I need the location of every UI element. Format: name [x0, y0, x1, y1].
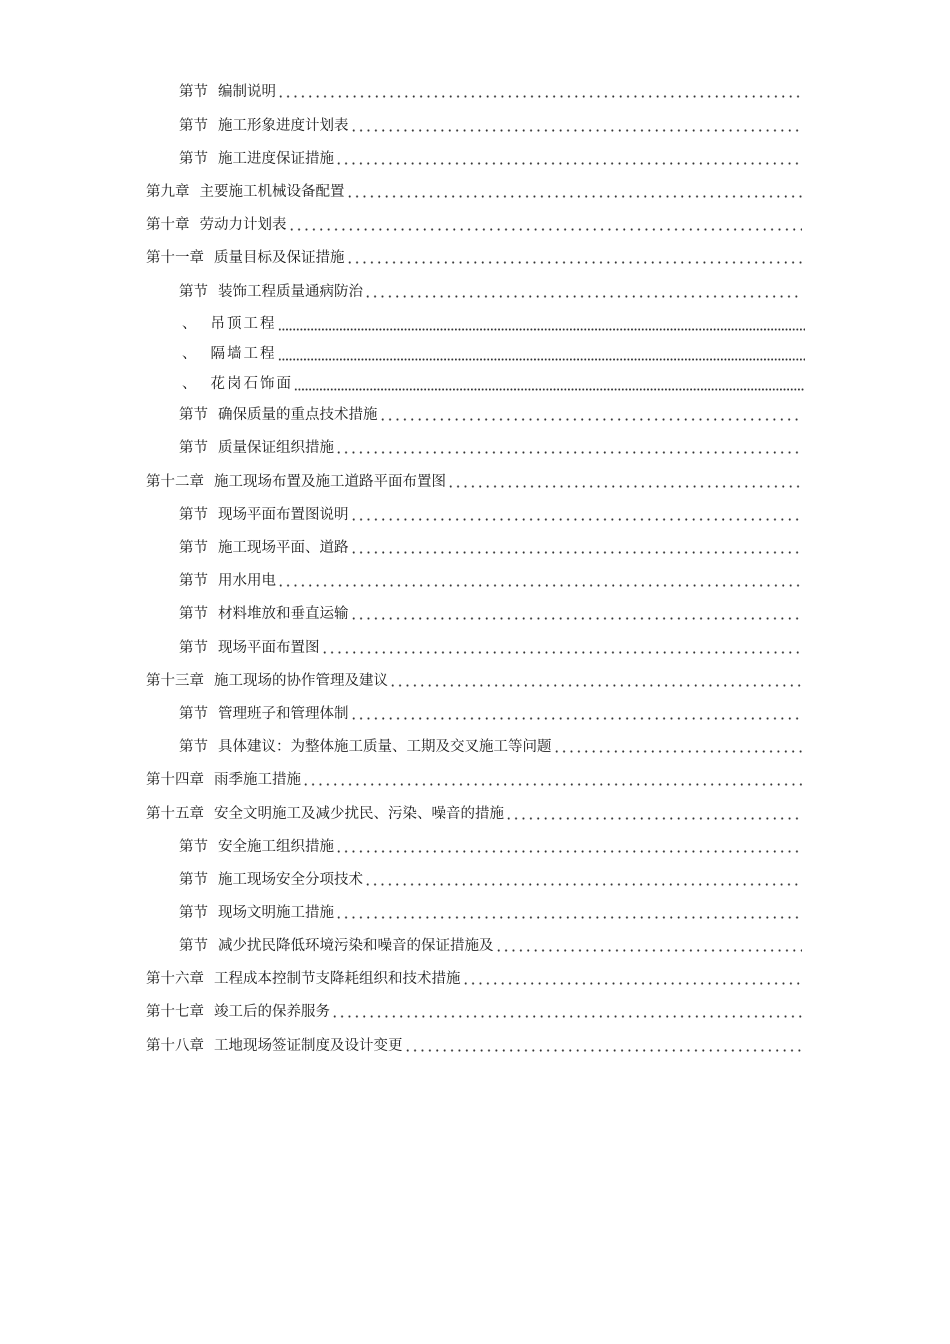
dot-leader	[277, 82, 802, 102]
toc-entry-title: 安全施工组织措施	[218, 839, 334, 855]
toc-entry-title: 雨季施工措施	[214, 772, 301, 788]
toc-entry-title: 隔墙工程	[210, 346, 277, 362]
toc-entry[interactable]	[179, 638, 802, 658]
toc-entry-title: 质量目标及保证措施	[214, 250, 345, 266]
toc-entry-prefix: 第节	[179, 905, 208, 921]
dot-leader	[350, 604, 803, 624]
toc-entry-title: 竣工后的保养服务	[214, 1004, 330, 1020]
toc-entry-title: 工地现场签证制度及设计变更	[214, 1038, 403, 1054]
toc-entry[interactable]	[179, 837, 802, 857]
toc-entry[interactable]	[179, 604, 802, 624]
toc-entry-prefix: 第节	[179, 440, 208, 456]
toc-entry[interactable]	[146, 671, 802, 691]
toc-entry[interactable]	[182, 314, 805, 334]
toc-entry-prefix: 第十五章	[146, 806, 204, 822]
toc-entry-prefix: 、	[182, 376, 197, 392]
toc-entry[interactable]	[146, 1036, 802, 1056]
toc-entry[interactable]	[179, 704, 802, 724]
toc-entry-prefix: 第十七章	[146, 1004, 204, 1020]
toc-entry-prefix: 第节	[179, 938, 208, 954]
dot-leader	[350, 538, 803, 558]
toc-entry[interactable]	[179, 505, 802, 525]
toc-entry[interactable]	[179, 571, 802, 591]
toc-entry-prefix: 第十六章	[146, 971, 204, 987]
toc-entry[interactable]	[179, 82, 802, 102]
toc-entry-title: 安全文明施工及减少扰民、污染、噪音的措施	[214, 806, 504, 822]
toc-entry[interactable]	[179, 936, 802, 956]
toc-entry-prefix: 第十章	[146, 217, 190, 233]
dot-leader	[294, 374, 805, 394]
toc-entry-title: 确保质量的重点技术措施	[218, 407, 378, 423]
toc-entry-title: 编制说明	[218, 84, 276, 100]
toc-entry-title: 工程成本控制节支降耗组织和技术措施	[214, 971, 461, 987]
dot-leader	[335, 903, 802, 923]
toc-entry-prefix: 第节	[179, 606, 208, 622]
toc-entry-title: 具体建议：为整体施工质量、工期及交叉施工等问题	[218, 739, 552, 755]
toc-entry-title: 劳动力计划表	[199, 217, 287, 233]
toc-entry-title: 现场文明施工措施	[218, 905, 334, 921]
toc-entry[interactable]	[146, 472, 802, 492]
dot-leader	[553, 737, 803, 757]
dot-leader	[335, 149, 802, 169]
toc-entry-prefix: 第节	[179, 151, 208, 167]
toc-entry-title: 材料堆放和垂直运输	[218, 606, 349, 622]
toc-entry[interactable]	[179, 149, 802, 169]
toc-entry-prefix: 第节	[179, 640, 208, 656]
toc-entry-prefix: 第节	[179, 706, 208, 722]
dot-leader	[346, 248, 803, 268]
toc-entry[interactable]	[146, 1002, 802, 1022]
dot-leader	[288, 215, 803, 235]
toc-entry-prefix: 第节	[179, 839, 208, 855]
dot-leader	[350, 116, 803, 136]
toc-entry[interactable]	[146, 182, 802, 202]
dot-leader	[364, 282, 802, 302]
dot-leader	[335, 837, 802, 857]
toc-entry[interactable]	[182, 344, 805, 364]
dot-leader	[505, 804, 802, 824]
toc-entry-title: 施工进度保证措施	[218, 151, 334, 167]
toc-entry-title: 减少扰民降低环境污染和噪音的保证措施及	[218, 938, 494, 954]
toc-entry-prefix: 第十八章	[146, 1038, 204, 1054]
dot-leader	[350, 505, 803, 525]
toc-entry[interactable]	[179, 438, 802, 458]
dot-leader	[278, 314, 806, 334]
toc-entry[interactable]	[179, 903, 802, 923]
toc-entry-prefix: 第节	[179, 573, 208, 589]
dot-leader	[495, 936, 803, 956]
toc-entry-prefix: 第节	[179, 118, 208, 134]
toc-entry[interactable]	[146, 969, 802, 989]
toc-entry-prefix: 第节	[179, 284, 208, 300]
dot-leader	[335, 438, 802, 458]
toc-entry[interactable]	[179, 538, 802, 558]
toc-entry-title: 施工现场平面、道路	[218, 540, 349, 556]
toc-entry[interactable]	[146, 770, 802, 790]
toc-entry-title: 施工形象进度计划表	[218, 118, 349, 134]
toc-entry-title: 现场平面布置图	[218, 640, 320, 656]
toc-entry[interactable]	[182, 374, 805, 394]
toc-entry-prefix: 、	[182, 346, 197, 362]
toc-entry-prefix: 第节	[179, 872, 208, 888]
toc-entry[interactable]	[146, 215, 802, 235]
dot-leader	[278, 344, 806, 364]
toc-entry-prefix: 第十一章	[146, 250, 204, 266]
toc-entry-prefix: 第九章	[146, 184, 190, 200]
toc-entry[interactable]	[146, 804, 802, 824]
dot-leader	[364, 870, 802, 890]
toc-entry-prefix: 第节	[179, 540, 208, 556]
toc-entry-prefix: 第节	[179, 739, 208, 755]
dot-leader	[346, 182, 803, 202]
toc-entry-prefix: 第节	[179, 507, 208, 523]
toc-entry-title: 装饰工程质量通病防治	[218, 284, 363, 300]
toc-entry-prefix: 第十二章	[146, 474, 204, 490]
toc-entry[interactable]	[179, 737, 802, 757]
toc-entry-title: 施工现场布置及施工道路平面布置图	[214, 474, 446, 490]
toc-entry-prefix: 第节	[179, 84, 208, 100]
toc-entry-title: 管理班子和管理体制	[218, 706, 349, 722]
toc-entry-title: 质量保证组织措施	[218, 440, 334, 456]
toc-entry[interactable]	[179, 116, 802, 136]
dot-leader	[379, 405, 803, 425]
dot-leader	[277, 571, 802, 591]
toc-entry[interactable]	[146, 248, 802, 268]
toc-entry-title: 现场平面布置图说明	[218, 507, 349, 523]
dot-leader	[350, 704, 803, 724]
dot-leader	[302, 770, 802, 790]
dot-leader	[462, 969, 803, 989]
toc-entry[interactable]	[179, 282, 802, 302]
toc-entry-title: 施工现场的协作管理及建议	[214, 673, 388, 689]
toc-entry-prefix: 第十四章	[146, 772, 204, 788]
dot-leader	[404, 1036, 803, 1056]
toc-entry-title: 吊顶工程	[210, 316, 277, 332]
toc-entry-prefix: 第节	[179, 407, 208, 423]
dot-leader	[321, 638, 803, 658]
toc-entry-prefix: 第十三章	[146, 673, 204, 689]
toc-entry-title: 用水用电	[218, 573, 276, 589]
toc-entry-title: 施工现场安全分项技术	[218, 872, 363, 888]
toc-entry-title: 花岗石饰面	[210, 376, 293, 392]
toc-entry-title: 主要施工机械设备配置	[199, 184, 345, 200]
toc-entry[interactable]	[179, 870, 802, 890]
dot-leader	[331, 1002, 802, 1022]
toc-entry[interactable]	[179, 405, 802, 425]
toc-entry-prefix: 、	[182, 316, 197, 332]
dot-leader	[389, 671, 802, 691]
dot-leader	[447, 472, 802, 492]
